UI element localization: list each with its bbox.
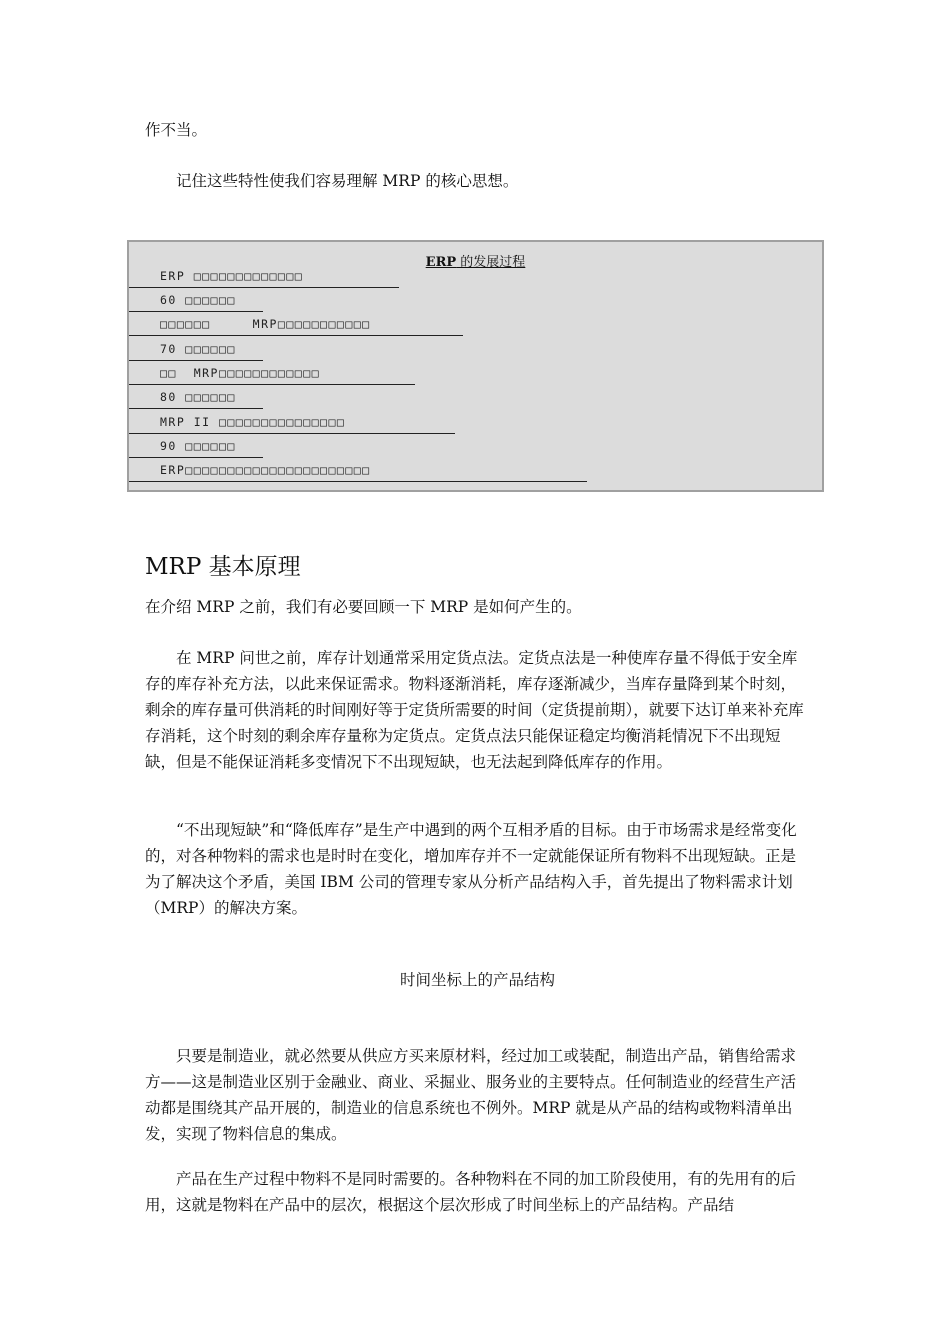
- figure-caption: 时间坐标上的产品结构: [399, 971, 555, 989]
- paragraph-manufacturing: 只要是制造业，就必然要从供应方买来原材料，经过加工或装配，制造出产品，销售给需求方——这是制造业区别于金融业、商业、采掘业、服务业的主要特点。任何制造业的经营生产活动都是围绕其产品开展的，制造业的信息系统也不例外。MRP 就是从产品的结构或物料清单出发，实现了物料信息的集成。: [145, 1047, 797, 1143]
- erp-row: 70 □□□□□□: [129, 339, 263, 361]
- erp-row: ERP □□□□□□□□□□□□□: [129, 266, 399, 288]
- paragraph-remember: 记住这些特性使我们容易理解 MRP 的核心思想。: [176, 172, 519, 190]
- erp-row: □□ MRP□□□□□□□□□□□□: [129, 363, 415, 385]
- erp-row: 60 □□□□□□: [129, 290, 263, 312]
- erp-history-title: ERP 的发展过程: [425, 255, 526, 270]
- paragraph-conflict: “不出现短缺”和“降低库存”是生产中遇到的两个互相矛盾的目标。由于市场需求是经常变化的，对各种物料的需求也是时时在变化，增加库存并不一定就能保证所有物料不出现短缺。正是为了解决这个矛盾，美国 IBM 公司的管理专家从分析产品结构入手，首先提出了物料需求计划（MRP）的解决方案。: [145, 821, 797, 917]
- erp-row: □□□□□□ MRP□□□□□□□□□□□: [129, 314, 463, 336]
- section-heading: MRP 基本原理: [145, 554, 301, 580]
- erp-history-box: [127, 240, 824, 492]
- erp-row: 80 □□□□□□: [129, 387, 263, 409]
- paragraph-before-mrp: 在 MRP 问世之前，库存计划通常采用定货点法。定货点法是一种使库存量不得低于安全库存的库存补充方法，以此来保证需求。物料逐渐消耗，库存逐渐减少，当库存量降到某个时刻，剩余的库存量可供消耗的时间刚好等于定货所需要的时间（定货提前期），就要下达订单来补充库存消耗，这个时刻的剩余库存量称为定货点。定货点法只能保证稳定均衡消耗情况下不出现短缺，但是不能保证消耗多变情况下不出现短缺，也无法起到降低库存的作用。: [145, 649, 804, 771]
- paragraph-materials: 产品在生产过程中物料不是同时需要的。各种物料在不同的加工阶段使用，有的先用有的后用，这就是物料在产品中的层次，根据这个层次形成了时间坐标上的产品结构。产品结: [145, 1170, 797, 1214]
- erp-row: 90 □□□□□□: [129, 436, 263, 458]
- paragraph-continuation: 作不当。: [145, 121, 208, 139]
- erp-row: MRP II □□□□□□□□□□□□□□□: [129, 412, 455, 434]
- paragraph-intro: 在介绍 MRP 之前，我们有必要回顾一下 MRP 是如何产生的。: [145, 598, 582, 616]
- erp-row: ERP□□□□□□□□□□□□□□□□□□□□□□: [129, 460, 587, 482]
